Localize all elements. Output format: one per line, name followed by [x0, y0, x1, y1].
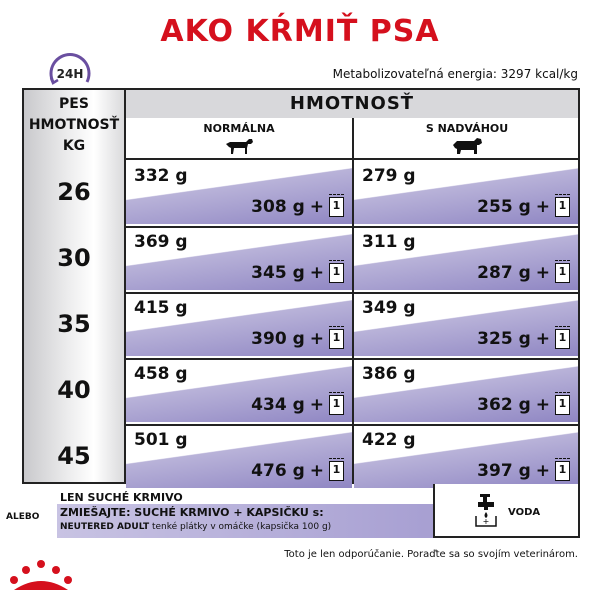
dog-normal-icon [222, 137, 256, 155]
cell-normal [126, 228, 352, 290]
weight-value: 30 [57, 244, 91, 272]
dry-amount: 501 g [134, 430, 188, 450]
weight-value: 26 [57, 178, 91, 206]
pouch-icon: 1 [555, 197, 570, 217]
mix-amount: 308 g + 1 [251, 197, 344, 217]
vet-note: Toto je len odporúčanie. Poraďte sa so svojím veterinárom. [284, 549, 578, 560]
main-header: HMOTNOSŤ [126, 90, 578, 118]
mix-amount: 390 g + 1 [251, 329, 344, 349]
weight-value: 45 [57, 442, 91, 470]
svg-text:+: + [482, 517, 490, 526]
column-overweight-label: S NADVÁHOU [425, 122, 509, 135]
dry-amount: 415 g [134, 298, 188, 318]
dry-amount: 349 g [362, 298, 416, 318]
dry-amount: 279 g [362, 166, 416, 186]
mix-amount: 287 g + 1 [477, 263, 570, 283]
clock-label: 24H [56, 67, 84, 81]
mix-amount: 397 g + 1 [477, 461, 570, 481]
cell-over [354, 294, 578, 356]
dry-amount: 386 g [362, 364, 416, 384]
mix-amount: 255 g + 1 [477, 197, 570, 217]
column-normal-label: NORMÁLNA [203, 122, 275, 135]
page-title: AKO KŔMIŤ PSA [160, 14, 440, 49]
cell-over [354, 426, 578, 488]
feeding-table [22, 88, 580, 484]
pouch-icon: 1 [329, 395, 344, 415]
weight-value: 35 [57, 310, 91, 338]
crown-logo [6, 554, 76, 594]
dry-amount: 311 g [362, 232, 416, 252]
dry-amount: 458 g [134, 364, 188, 384]
mix-instruction: ZMIEŠAJTE: SUCHÉ KRMIVO + KAPSIČKU s: [60, 506, 324, 519]
pouch-icon: 1 [555, 461, 570, 481]
mix-amount: 434 g + 1 [251, 395, 344, 415]
dry-amount: 332 g [134, 166, 188, 186]
pouch-icon: 1 [329, 461, 344, 481]
mix-amount: 325 g + 1 [477, 329, 570, 349]
cell-over [354, 360, 578, 422]
dry-amount: 422 g [362, 430, 416, 450]
mix-amount: 362 g + 1 [477, 395, 570, 415]
clock-icon [45, 52, 95, 88]
cell-over [354, 228, 578, 290]
dry-amount: 369 g [134, 232, 188, 252]
or-label: ALEBO [6, 512, 40, 522]
weight-column-header: PES HMOTNOSŤ KG [28, 96, 120, 154]
column-overweight [354, 118, 580, 158]
water-box [433, 484, 580, 538]
pouch-icon: 1 [329, 263, 344, 283]
water-label: VODA [508, 507, 541, 518]
energy-text: Metabolizovateľná energia: 3297 kcal/kg [332, 67, 578, 81]
pouch-icon: 1 [555, 329, 570, 349]
pouch-icon: 1 [555, 263, 570, 283]
mix-product: NEUTERED ADULT tenké plátky v omáčke (kapsička 100 g) [60, 522, 332, 532]
cell-normal [126, 360, 352, 422]
cell-over [354, 162, 578, 224]
mix-amount: 476 g + 1 [251, 461, 344, 481]
weight-value: 40 [57, 376, 91, 404]
dog-overweight-icon [450, 137, 484, 155]
cell-normal [126, 294, 352, 356]
mix-amount: 345 g + 1 [251, 263, 344, 283]
pouch-icon: 1 [329, 197, 344, 217]
pouch-icon: 1 [555, 395, 570, 415]
pouch-icon: 1 [329, 329, 344, 349]
cell-normal [126, 426, 352, 488]
column-normal [126, 118, 352, 158]
water-tap-icon [474, 492, 498, 528]
dry-only-label: LEN SUCHÉ KRMIVO [60, 491, 183, 504]
cell-normal [126, 162, 352, 224]
